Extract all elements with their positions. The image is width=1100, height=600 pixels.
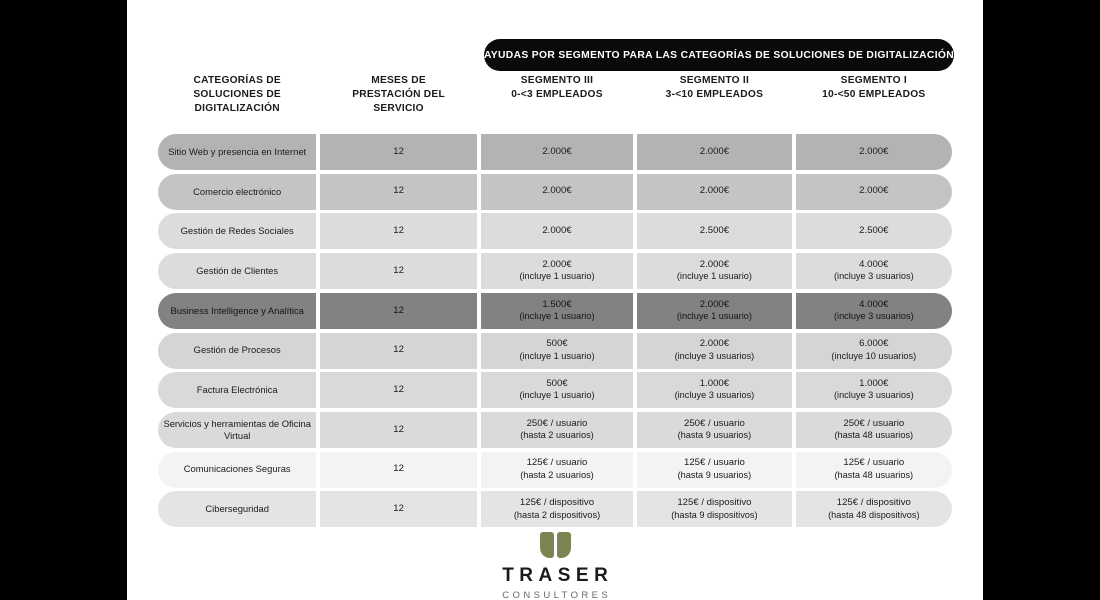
table-row[interactable]: [158, 412, 952, 448]
cell-segment-ii-note: (hasta 9 usuarios): [677, 469, 752, 480]
cell-category-value: Gestión de Redes Sociales: [180, 225, 294, 237]
table-row[interactable]: [158, 372, 952, 408]
cell-category-value: Gestión de Procesos: [193, 344, 281, 356]
cell-segment-iii-value: 2.000€: [542, 225, 572, 237]
cell-segment-iii-note: (incluye 1 usuario): [519, 390, 595, 401]
cell-segment-i: [796, 293, 952, 329]
cell-months: [320, 253, 476, 289]
table-row[interactable]: [158, 333, 952, 369]
cell-category: [158, 213, 316, 249]
cell-segment-iii: [481, 213, 633, 249]
column-header-line: 10-<50 EMPLEADOS: [822, 88, 926, 100]
cell-segment-iii-value: 500€: [546, 377, 568, 389]
cell-months-value: 12: [393, 344, 404, 356]
cell-category: [158, 293, 316, 329]
cell-months: [320, 372, 476, 408]
cell-segment-iii: [481, 293, 633, 329]
cell-segment-ii: [637, 293, 791, 329]
cell-segment-iii: [481, 412, 633, 448]
cell-category: [158, 253, 316, 289]
column-header-2: [320, 74, 476, 116]
slide-sheet: [127, 0, 983, 600]
cell-segment-i-note: (incluye 10 usuarios): [831, 350, 917, 361]
cell-months-value: 12: [393, 264, 404, 276]
cell-segment-iii: [481, 134, 633, 170]
cell-segment-iii-value: 2.000€: [542, 145, 572, 157]
cell-segment-i: [796, 412, 952, 448]
cell-segment-iii: [481, 333, 633, 369]
cell-segment-i-note: (incluye 3 usuarios): [833, 311, 914, 322]
cell-segment-iii: [481, 372, 633, 408]
cell-segment-iii: [481, 452, 633, 488]
cell-segment-iii: [481, 491, 633, 527]
cell-segment-ii-value: 2.000€: [699, 145, 730, 157]
column-header-1: [158, 74, 316, 116]
cell-months: [320, 452, 476, 488]
cell-months: [320, 412, 476, 448]
table-row[interactable]: [158, 213, 952, 249]
cell-segment-i: [796, 491, 952, 527]
cell-segment-ii-value: 125€ / usuario: [684, 457, 745, 469]
traser-leaf-icon: [538, 532, 572, 558]
cell-segment-ii-note: (hasta 9 dispositivos): [671, 509, 758, 520]
cell-months-value: 12: [393, 383, 404, 395]
cell-category-value: Business Intelligence y Analítica: [170, 304, 304, 316]
cell-segment-ii-value: 2.000€: [699, 185, 730, 197]
cell-category: [158, 174, 316, 210]
column-header-line: 3-<10 EMPLEADOS: [665, 88, 764, 100]
cell-segment-ii-value: 125€ / dispositivo: [677, 497, 752, 509]
banner-title-text: AYUDAS POR SEGMENTO PARA LAS CATEGORÍAS DE SOLUCIONES DE DIGITALIZACIÓN: [483, 49, 955, 61]
cell-segment-ii: [637, 333, 791, 369]
cell-months: [320, 213, 476, 249]
cell-segment-iii: [481, 253, 633, 289]
cell-segment-ii-value: 1.000€: [699, 377, 730, 389]
cell-segment-iii-note: (hasta 2 dispositivos): [513, 509, 601, 520]
cell-segment-ii-value: 250€ / usuario: [684, 417, 745, 429]
column-header-3: [481, 74, 633, 116]
cell-months: [320, 174, 476, 210]
cell-segment-iii-note: (incluye 1 usuario): [519, 311, 595, 322]
cell-months: [320, 491, 476, 527]
cell-months-value: 12: [393, 185, 404, 197]
column-header-line: 0-<3 EMPLEADOS: [511, 88, 603, 100]
cell-segment-i-value: 2.500€: [859, 225, 889, 237]
cell-segment-iii-note: (incluye 1 usuario): [519, 350, 595, 361]
cell-category: [158, 333, 316, 369]
column-header-5: [796, 74, 952, 116]
table-row[interactable]: [158, 174, 952, 210]
cell-segment-i-note: (incluye 3 usuarios): [833, 271, 914, 282]
cell-segment-i-value: 1.000€: [859, 377, 889, 389]
cell-segment-iii-value: 125€ / usuario: [526, 457, 588, 469]
cell-segment-iii-value: 500€: [546, 338, 568, 350]
cell-category-value: Ciberseguridad: [205, 503, 269, 515]
logo-tagline: CONSULTORES: [502, 590, 612, 600]
column-header-line: SERVICIO: [373, 102, 424, 114]
cell-segment-ii-note: (incluye 1 usuario): [676, 311, 752, 322]
cell-category-value: Factura Electrónica: [196, 384, 278, 396]
cell-segment-i: [796, 372, 952, 408]
table-row[interactable]: [158, 134, 952, 170]
cell-category-value: Sitio Web y presencia en Internet: [168, 145, 307, 157]
column-header-line: SEGMENTO I: [840, 75, 907, 86]
column-header-line: MESES DE: [371, 75, 426, 86]
cell-segment-i-value: 125€ / usuario: [843, 457, 905, 469]
cell-segment-ii: [637, 491, 791, 527]
cell-segment-iii-value: 125€ / dispositivo: [519, 497, 595, 509]
cell-segment-ii-note: (hasta 9 usuarios): [677, 430, 752, 441]
cell-segment-i-value: 250€ / usuario: [843, 417, 905, 429]
cell-segment-ii: [637, 452, 791, 488]
cell-segment-ii-note: (incluye 3 usuarios): [674, 350, 755, 361]
cell-segment-ii: [637, 213, 791, 249]
cell-segment-ii: [637, 372, 791, 408]
cell-segment-i-note: (hasta 48 dispositivos): [828, 509, 920, 520]
cell-segment-ii-value: 2.500€: [699, 225, 730, 237]
cell-category-value: Comercio electrónico: [193, 185, 282, 197]
cell-months-value: 12: [393, 225, 404, 237]
cell-segment-i: [796, 452, 952, 488]
brand-logo: [127, 532, 983, 600]
column-header-line: SEGMENTO III: [520, 75, 594, 86]
cell-segment-i-value: 2.000€: [859, 145, 889, 157]
cell-segment-i-value: 125€ / dispositivo: [836, 497, 911, 509]
table-row[interactable]: [158, 491, 952, 527]
cell-segment-i-value: 2.000€: [859, 185, 889, 197]
cell-segment-i-note: (hasta 48 usuarios): [834, 469, 914, 480]
column-header-line: PRESTACIÓN DEL: [352, 88, 445, 100]
cell-segment-i-note: (incluye 3 usuarios): [833, 390, 914, 401]
cell-months: [320, 134, 476, 170]
cell-category: [158, 412, 316, 448]
leaf-right-half: [557, 532, 571, 558]
cell-segment-i: [796, 134, 952, 170]
cell-category: [158, 134, 316, 170]
cell-segment-i-value: 4.000€: [859, 258, 889, 270]
table-row[interactable]: [158, 293, 952, 329]
column-header-line: CATEGORÍAS DE: [193, 75, 281, 86]
cell-segment-ii-note: (incluye 3 usuarios): [674, 390, 755, 401]
cell-segment-i: [796, 213, 952, 249]
column-header-line: DIGITALIZACIÓN: [194, 102, 280, 114]
cell-months: [320, 333, 476, 369]
cell-segment-ii-value: 2.000€: [699, 298, 730, 310]
cell-segment-i: [796, 333, 952, 369]
cell-segment-ii: [637, 412, 791, 448]
cell-months-value: 12: [393, 423, 404, 435]
cell-category-value: Comunicaciones Seguras: [183, 463, 291, 475]
logo-wordmark: TRASER: [502, 565, 614, 586]
cell-segment-iii-note: (incluye 1 usuario): [519, 271, 595, 282]
banner-title-pill: [484, 39, 954, 71]
cell-segment-iii-value: 2.000€: [542, 258, 572, 270]
column-header-line: SEGMENTO II: [679, 75, 750, 86]
cell-segment-iii-value: 1.500€: [542, 298, 572, 310]
table-header-row: [158, 74, 952, 116]
cell-months-value: 12: [393, 463, 404, 475]
cell-segment-iii-value: 2.000€: [542, 185, 572, 197]
cell-segment-iii-note: (hasta 2 usuarios): [520, 430, 594, 441]
column-header-4: [637, 74, 791, 116]
cell-segment-iii: [481, 174, 633, 210]
cell-segment-i: [796, 174, 952, 210]
cell-segment-i-note: (hasta 48 usuarios): [834, 430, 914, 441]
cell-segment-ii-value: 2.000€: [699, 258, 730, 270]
cell-category-value: Gestión de Clientes: [196, 264, 279, 276]
cell-category: [158, 372, 316, 408]
leaf-left-half: [540, 532, 554, 558]
cell-category-value: Servicios y herramientas de Oficina Virtual: [163, 417, 311, 441]
cell-segment-ii-note: (incluye 1 usuario): [676, 271, 752, 282]
cell-months-value: 12: [393, 503, 404, 515]
cell-segment-ii: [637, 134, 791, 170]
cell-segment-ii: [637, 253, 791, 289]
cell-segment-iii-note: (hasta 2 usuarios): [520, 469, 594, 480]
cell-category: [158, 452, 316, 488]
cell-segment-iii-value: 250€ / usuario: [526, 417, 588, 429]
cell-segment-i: [796, 253, 952, 289]
table-row[interactable]: [158, 253, 952, 289]
cell-months-value: 12: [393, 304, 404, 316]
column-header-line: SOLUCIONES DE: [193, 88, 281, 100]
cell-months-value: 12: [393, 145, 404, 157]
cell-segment-ii: [637, 174, 791, 210]
cell-segment-ii-value: 2.000€: [699, 338, 730, 350]
cell-months: [320, 293, 476, 329]
cell-segment-i-value: 6.000€: [859, 338, 889, 350]
cell-segment-i-value: 4.000€: [859, 298, 889, 310]
cell-category: [158, 491, 316, 527]
table-row[interactable]: [158, 452, 952, 488]
